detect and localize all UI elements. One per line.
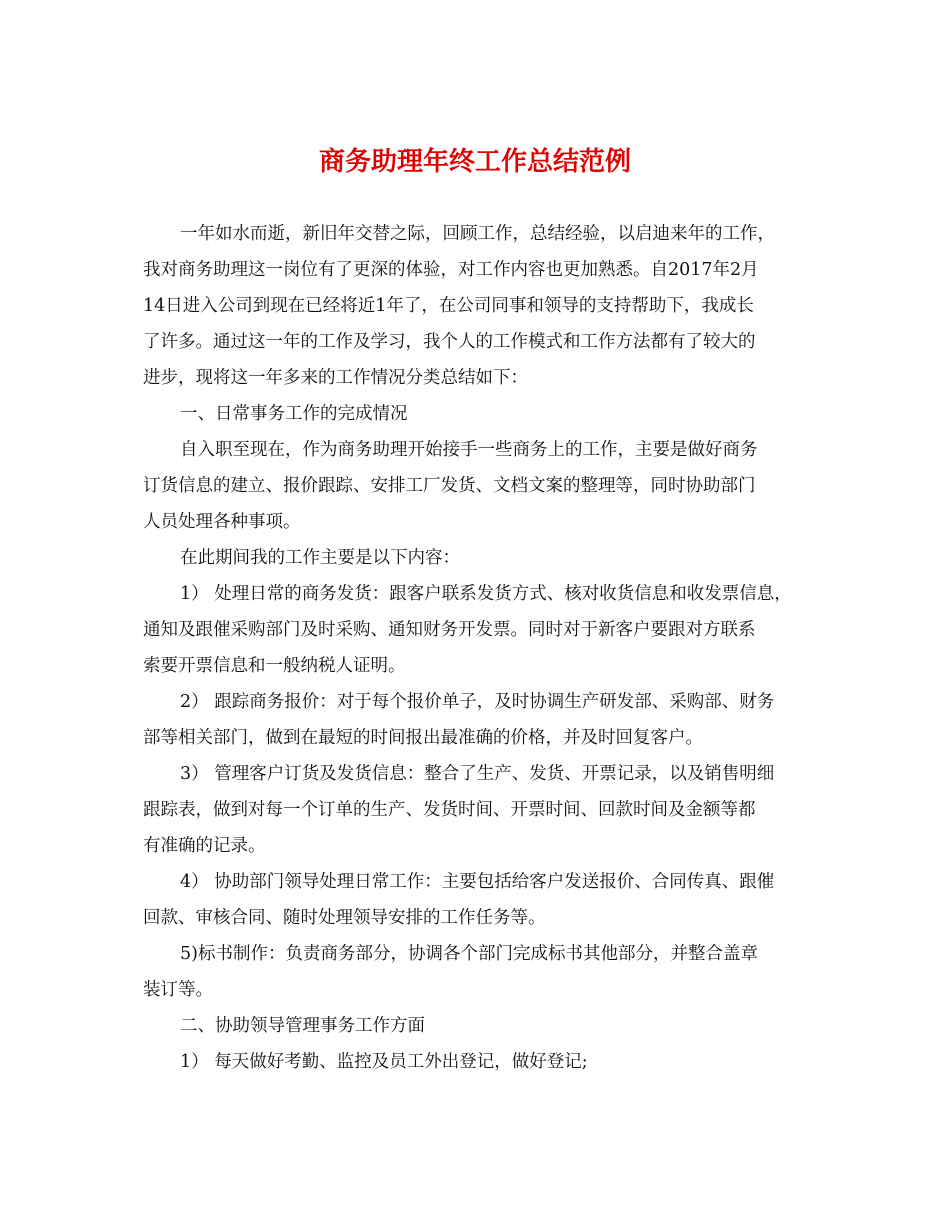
list-item-line: 3） 管理客户订货及发货信息：整合了生产、发货、开票记录，以及销售明细: [180, 764, 775, 784]
paragraph-line: 了许多。通过这一年的工作及学习，我个人的工作模式和工作方法都有了较大的: [143, 332, 756, 352]
list-item-line: 2） 跟踪商务报价：对于每个报价单子，及时协调生产研发部、采购部、财务: [180, 692, 775, 712]
paragraph-line: 一年如水而逝，新旧年交替之际，回顾工作，总结经验，以启迪来年的工作，: [180, 224, 775, 244]
paragraph-line: 我对商务助理这一岗位有了更深的体验，对工作内容也更加熟悉。自2017年2月: [143, 260, 759, 280]
paragraph-line: 14日进入公司到现在已经将近1年了，在公司同事和领导的支持帮助下，我成长: [143, 296, 754, 316]
section-heading: 二、协助领导管理事务工作方面: [180, 1016, 425, 1036]
paragraph-line: 订货信息的建立、报价跟踪、安排工厂发货、文档文案的整理等，同时协助部门: [143, 476, 756, 496]
list-item-line: 跟踪表，做到对每一个订单的生产、发货时间、开票时间、回款时间及金额等都: [143, 800, 756, 820]
list-item-line: 1） 处理日常的商务发货：跟客户联系发货方式、核对收货信息和收发票信息，: [180, 584, 792, 604]
list-item-line: 1） 每天做好考勤、监控及员工外出登记，做好登记;: [180, 1052, 588, 1072]
list-item-line: 部等相关部门，做到在最短的时间报出最准确的价格，并及时回复客户。: [143, 728, 703, 748]
list-item-line: 回款、审核合同、随时处理领导安排的工作任务等。: [143, 908, 546, 928]
list-item-line: 装订等。: [143, 980, 213, 1000]
list-item-line: 有准确的记录。: [143, 836, 266, 856]
paragraph-line: 人员处理各种事项。: [143, 512, 301, 532]
paragraph-line: 自入职至现在，作为商务助理开始接手一些商务上的工作，主要是做好商务: [180, 440, 758, 460]
paragraph-line: 进步，现将这一年多来的工作情况分类总结如下：: [143, 368, 528, 388]
paragraph-line: 在此期间我的工作主要是以下内容：: [180, 548, 460, 568]
section-heading: 一、日常事务工作的完成情况: [180, 404, 408, 424]
list-item-line: 5)标书制作：负责商务部分，协调各个部门完成标书其他部分，并整合盖章: [180, 944, 758, 964]
document-title: 商务助理年终工作总结范例: [318, 147, 631, 177]
list-item-line: 4） 协助部门领导处理日常工作：主要包括给客户发送报价、合同传真、跟催: [180, 872, 775, 892]
list-item-line: 通知及跟催采购部门及时采购、通知财务开发票。同时对于新客户要跟对方联系: [143, 620, 756, 640]
list-item-line: 索要开票信息和一般纳税人证明。: [143, 656, 406, 676]
